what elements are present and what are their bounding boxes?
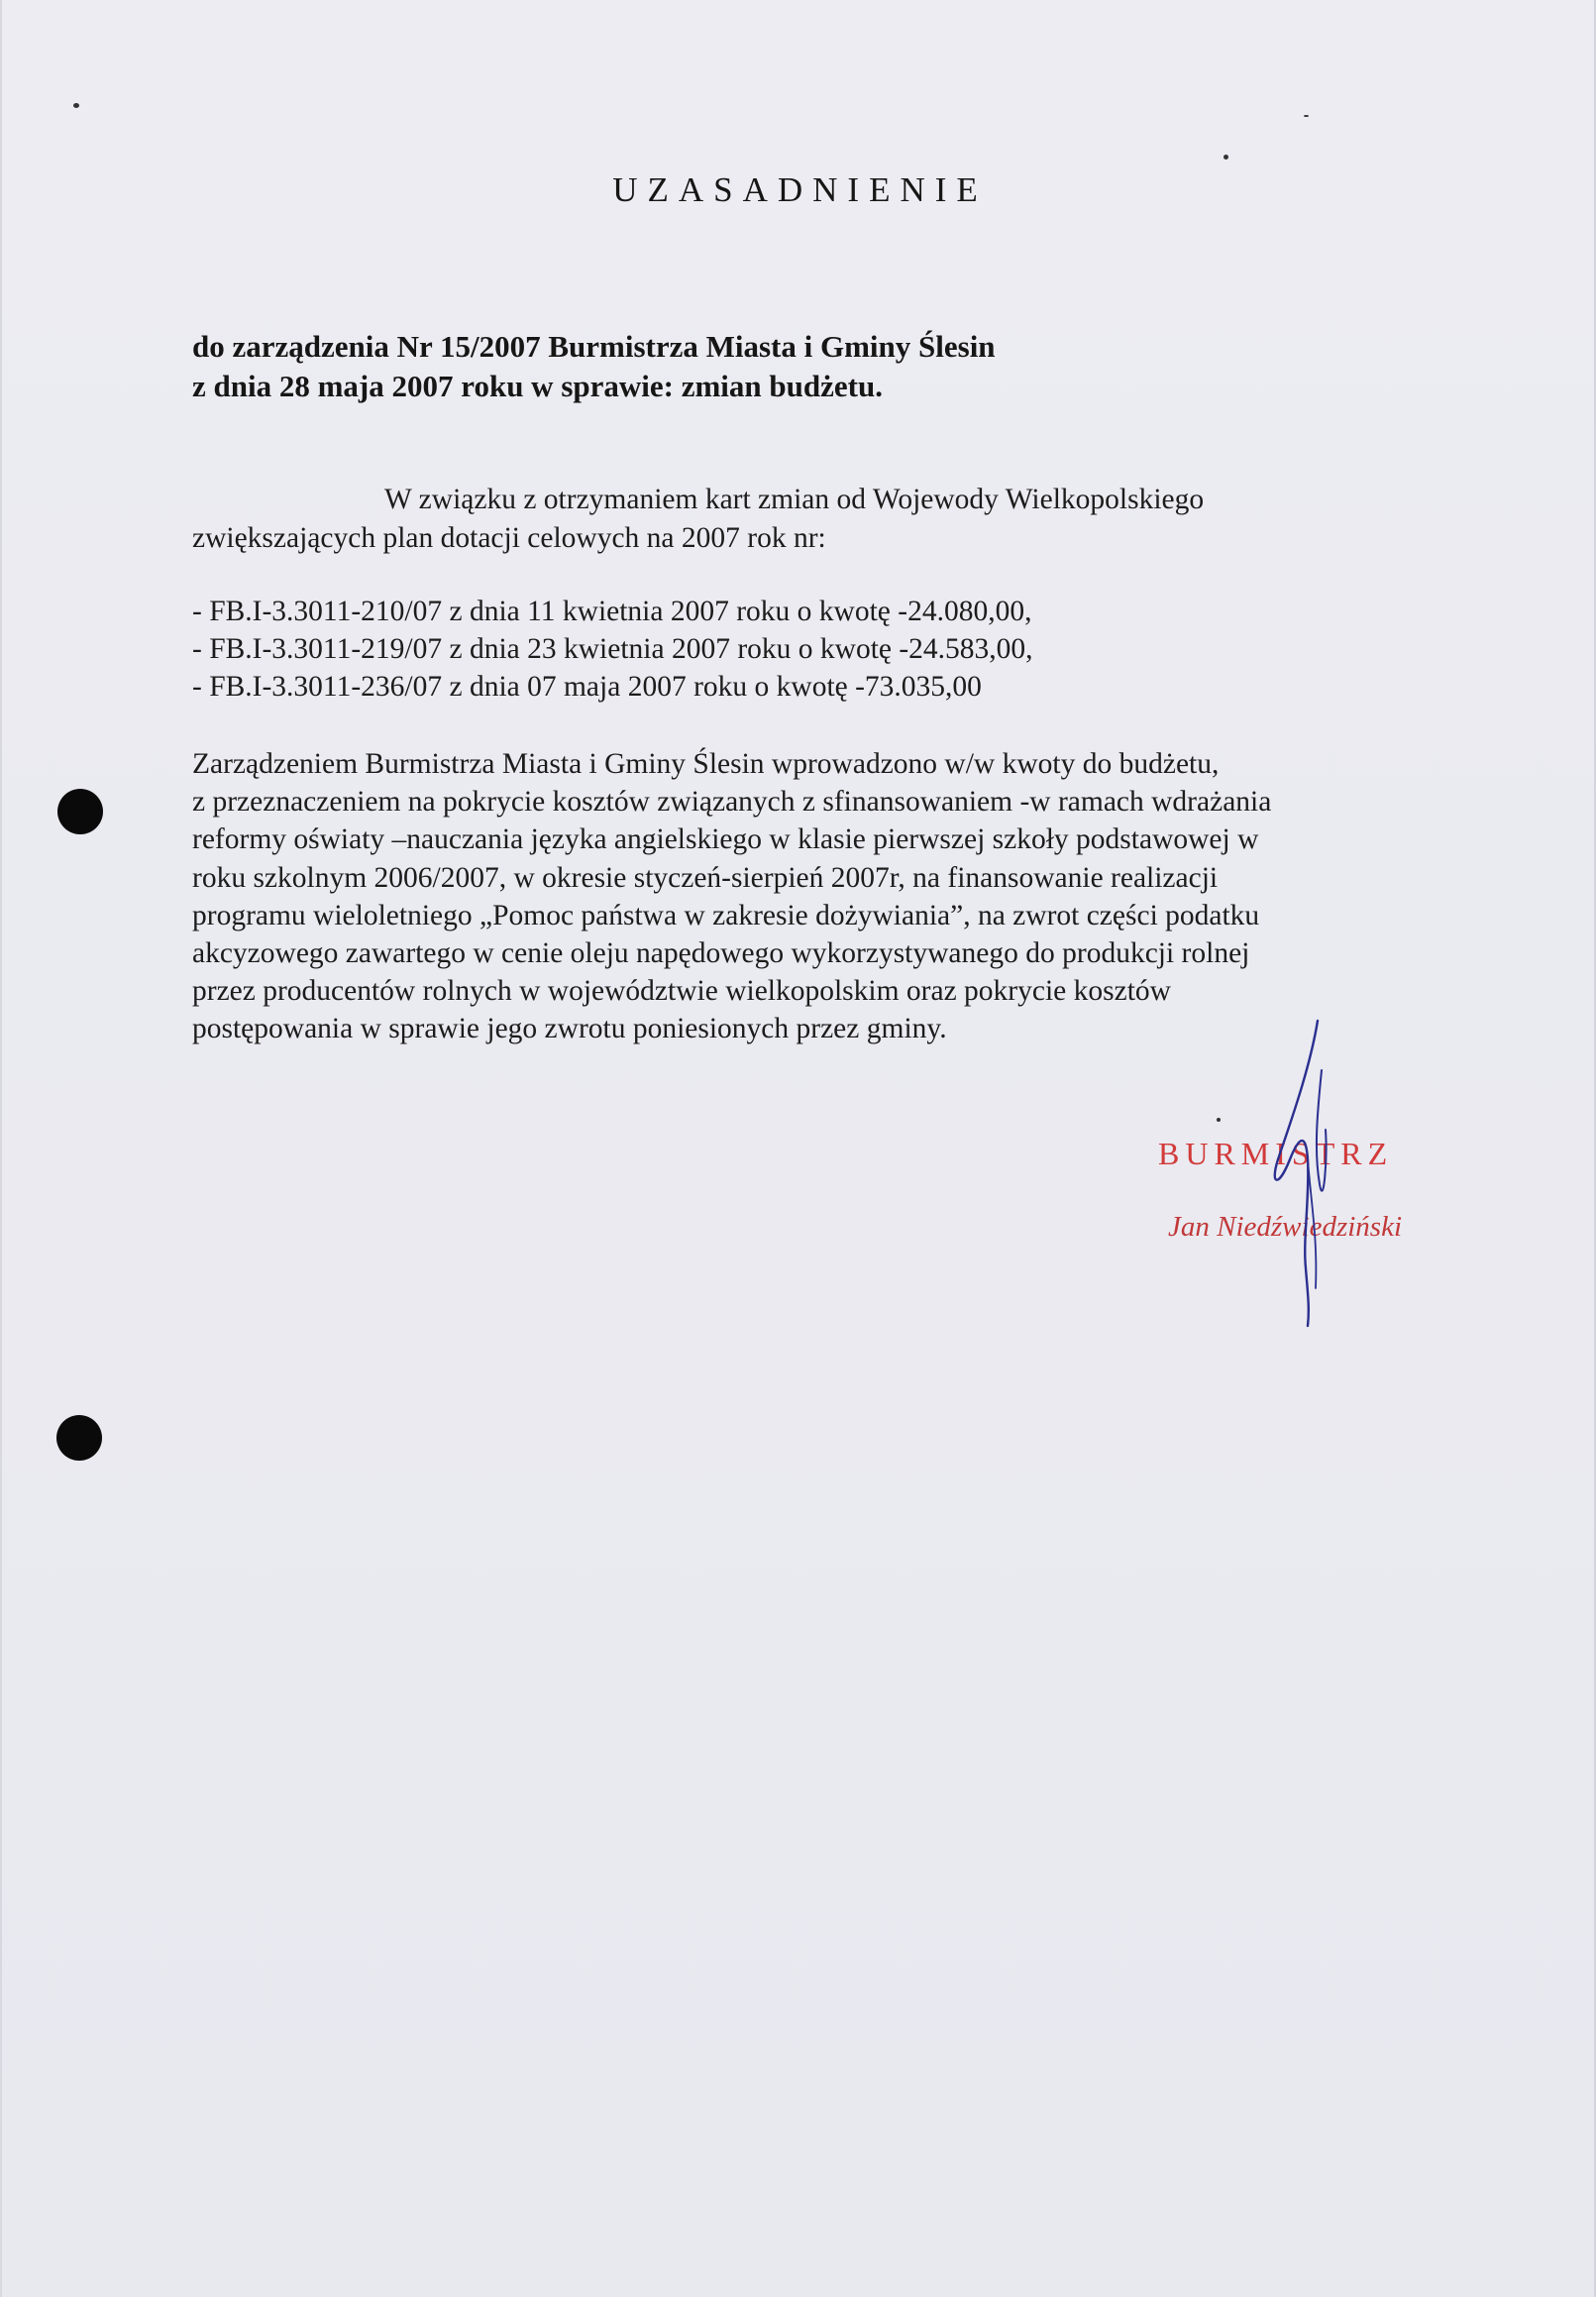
- punch-hole: [56, 1415, 102, 1461]
- punch-hole: [57, 789, 103, 834]
- document-heading: [192, 327, 996, 406]
- reference-item: - FB.I-3.3011-210/07 z dnia 11 kwietnia 2007 roku o kwotę -24.080,00,: [192, 596, 1032, 627]
- intro-line-1: W związku z otrzymaniem kart zmian od Wojewody Wielkopolskiego: [384, 484, 1205, 515]
- heading-line-1: do zarządzenia Nr 15/2007 Burmistrza Miasta i Gminy Ślesin: [192, 329, 996, 364]
- signature-stroke: [1275, 1021, 1318, 1326]
- body-paragraph: [192, 745, 1440, 1048]
- body-line: postępowania w sprawie jego zwrotu poniesionych przez gminy.: [192, 1013, 947, 1045]
- reference-item: - FB.I-3.3011-219/07 z dnia 23 kwietnia 2007 roku o kwotę -24.583,00,: [192, 633, 1033, 665]
- body-line: programu wieloletniego „Pomoc państwa w zakresie dożywiania”, na zwrot części podatku: [192, 899, 1260, 931]
- body-line: Zarządzeniem Burmistrza Miasta i Gminy Ślesin wprowadzono w/w kwoty do budżetu,: [192, 748, 1220, 780]
- intro-paragraph: [192, 481, 1440, 558]
- signature-stroke: [1317, 1070, 1327, 1191]
- scan-speck: [1224, 155, 1228, 160]
- body-line: przez producentów rolnych w województwie wielkopolskim oraz pokrycie kosztów: [192, 975, 1171, 1008]
- signature-mark: [1248, 1011, 1367, 1328]
- heading-line-2: z dnia 28 maja 2007 roku w sprawie: zmian budżetu.: [192, 369, 883, 403]
- reference-item: - FB.I-3.3011-236/07 z dnia 07 maja 2007 roku o kwotę -73.035,00: [192, 671, 982, 703]
- scan-speck: [73, 103, 79, 108]
- reference-list: [192, 593, 1033, 706]
- body-line: roku szkolnym 2006/2007, w okresie styczeń-sierpień 2007r, na finansowanie realizacji: [192, 861, 1219, 894]
- body-line: reformy oświaty –nauczania języka angielskiego w klasie pierwszej szkoły podstawowej w: [192, 823, 1259, 856]
- stamp-title: BURMISTRZ: [1158, 1136, 1394, 1171]
- signature-stroke: [1308, 1159, 1316, 1288]
- body-line: akcyzowego zawartego w cenie oleju napędowego wykorzystywanego do produkcji rolnej: [192, 937, 1250, 970]
- body-line: z przeznaczeniem na pokrycie kosztów związanych z sfinansowaniem -w ramach wdrażania: [192, 786, 1272, 819]
- document-title: UZASADNIENIE: [612, 170, 988, 209]
- stamp-name: Jan Niedźwiedziński: [1168, 1211, 1403, 1243]
- intro-line-2: zwiększających plan dotacji celowych na 2007 rok nr:: [192, 522, 826, 554]
- scan-speck: [1217, 1118, 1221, 1122]
- scan-speck: [1304, 115, 1309, 117]
